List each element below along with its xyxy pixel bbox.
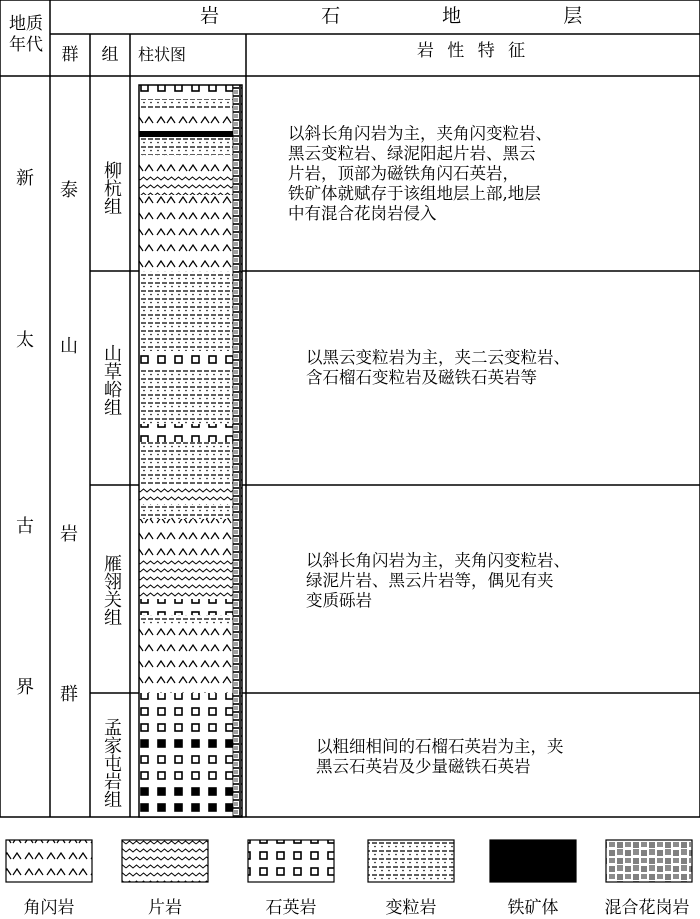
- layer-schist: [139, 173, 233, 195]
- features-header: 岩 性 特 征: [416, 41, 530, 61]
- layer-granulite: [139, 505, 233, 519]
- formation-header: 组: [101, 45, 119, 65]
- formation-name-mengjiatun: 孟家屯岩组: [101, 718, 122, 808]
- layer-granulite: [139, 369, 233, 424]
- layer-amphibolite: [139, 195, 233, 271]
- layer-schist: [139, 559, 233, 599]
- era-header: [2, 14, 50, 56]
- layer-quartzite: [139, 693, 233, 733]
- layer-quartzite: [139, 424, 233, 442]
- legend-label-amphibolite: 角闪岩: [23, 898, 75, 918]
- era-char: 新: [16, 168, 34, 189]
- layer-quartzite: [139, 599, 233, 615]
- group-header: 群: [61, 45, 79, 65]
- legend-label-quartzite: 石英岩: [265, 898, 317, 918]
- legend-label-granulite: 变粒岩: [385, 898, 437, 918]
- header-title: 岩 石 地 层: [200, 5, 613, 27]
- layer-quartz-iron: [139, 781, 233, 817]
- layer-granulite: [139, 99, 233, 109]
- era-char: 太: [16, 330, 34, 351]
- layer-amphibolite: [139, 625, 233, 693]
- legend-swatch-schist: [122, 840, 208, 882]
- legend-label-iron-ore: 铁矿体: [507, 898, 559, 918]
- era-char: 界: [16, 677, 34, 698]
- layer-amphibolite: [139, 519, 233, 559]
- era-char: 古: [16, 516, 34, 537]
- layer-granulite: [139, 137, 233, 155]
- layer-granulite: [139, 615, 233, 625]
- formation-name-shancaoyu: 山草峪组: [101, 344, 122, 416]
- layer-granulite: [139, 442, 233, 485]
- layer-quartzite: [139, 85, 233, 99]
- layer-quartzite: [139, 351, 233, 369]
- column-header: 柱状图: [138, 45, 187, 64]
- layer-quartz-iron: [139, 733, 233, 751]
- layer-iron-ore: [139, 131, 233, 137]
- group-char: 山: [60, 336, 78, 357]
- layer-granulite: [139, 271, 233, 351]
- layer-amphibolite: [139, 109, 233, 131]
- layer-amphibolite: [139, 155, 233, 173]
- formation-description-mengjiatun: 以粗细相间的石榴石英岩为主，夹 黑云石英岩及少量磁铁石英岩: [316, 737, 564, 776]
- legend-label-schist: 片岩: [148, 898, 182, 918]
- formation-description-liuhang: 以斜长角闪岩为主，夹角闪变粒岩、 黑云变粒岩、绿泥阳起片岩、黑云 片岩，顶部为磁铁角闪石英岩， 铁矿体就赋存于该组地层上部,地层 中有混合花岗岩侵入: [288, 124, 552, 223]
- legend-label-migmatite: 混合花岗岩: [604, 898, 690, 918]
- formation-name-yanlingguan: 雁翎关组: [101, 554, 122, 626]
- legend: [6, 840, 692, 882]
- era-header-line2: 年代: [9, 35, 43, 55]
- legend-swatch-granulite: [368, 840, 454, 882]
- stratigraphic-column: [139, 85, 242, 817]
- era-header-line1: 地质: [9, 14, 43, 34]
- layer-quartzite: [139, 751, 233, 781]
- legend-swatch-amphibolite: [6, 840, 92, 882]
- formation-description-yanlingguan: 以斜长角闪岩为主，夹角闪变粒岩、 绿泥片岩、黑云片岩等，偶见有夹 变质砾岩: [306, 551, 570, 610]
- group-char: 岩: [60, 524, 78, 545]
- layer-schist: [139, 485, 233, 505]
- group-char: 泰: [60, 180, 78, 201]
- legend-swatch-migmatite: [606, 840, 692, 882]
- migmatite-intrusion: [233, 85, 242, 817]
- legend-swatch-iron-ore: [490, 840, 576, 882]
- group-char: 群: [60, 684, 78, 705]
- legend-swatch-quartzite: [248, 840, 334, 882]
- formation-name-liuhang: 柳杭组: [101, 161, 122, 215]
- formation-description-shancaoyu: 以黑云变粒岩为主，夹二云变粒岩、 含石榴石变粒岩及磁铁石英岩等: [306, 348, 570, 387]
